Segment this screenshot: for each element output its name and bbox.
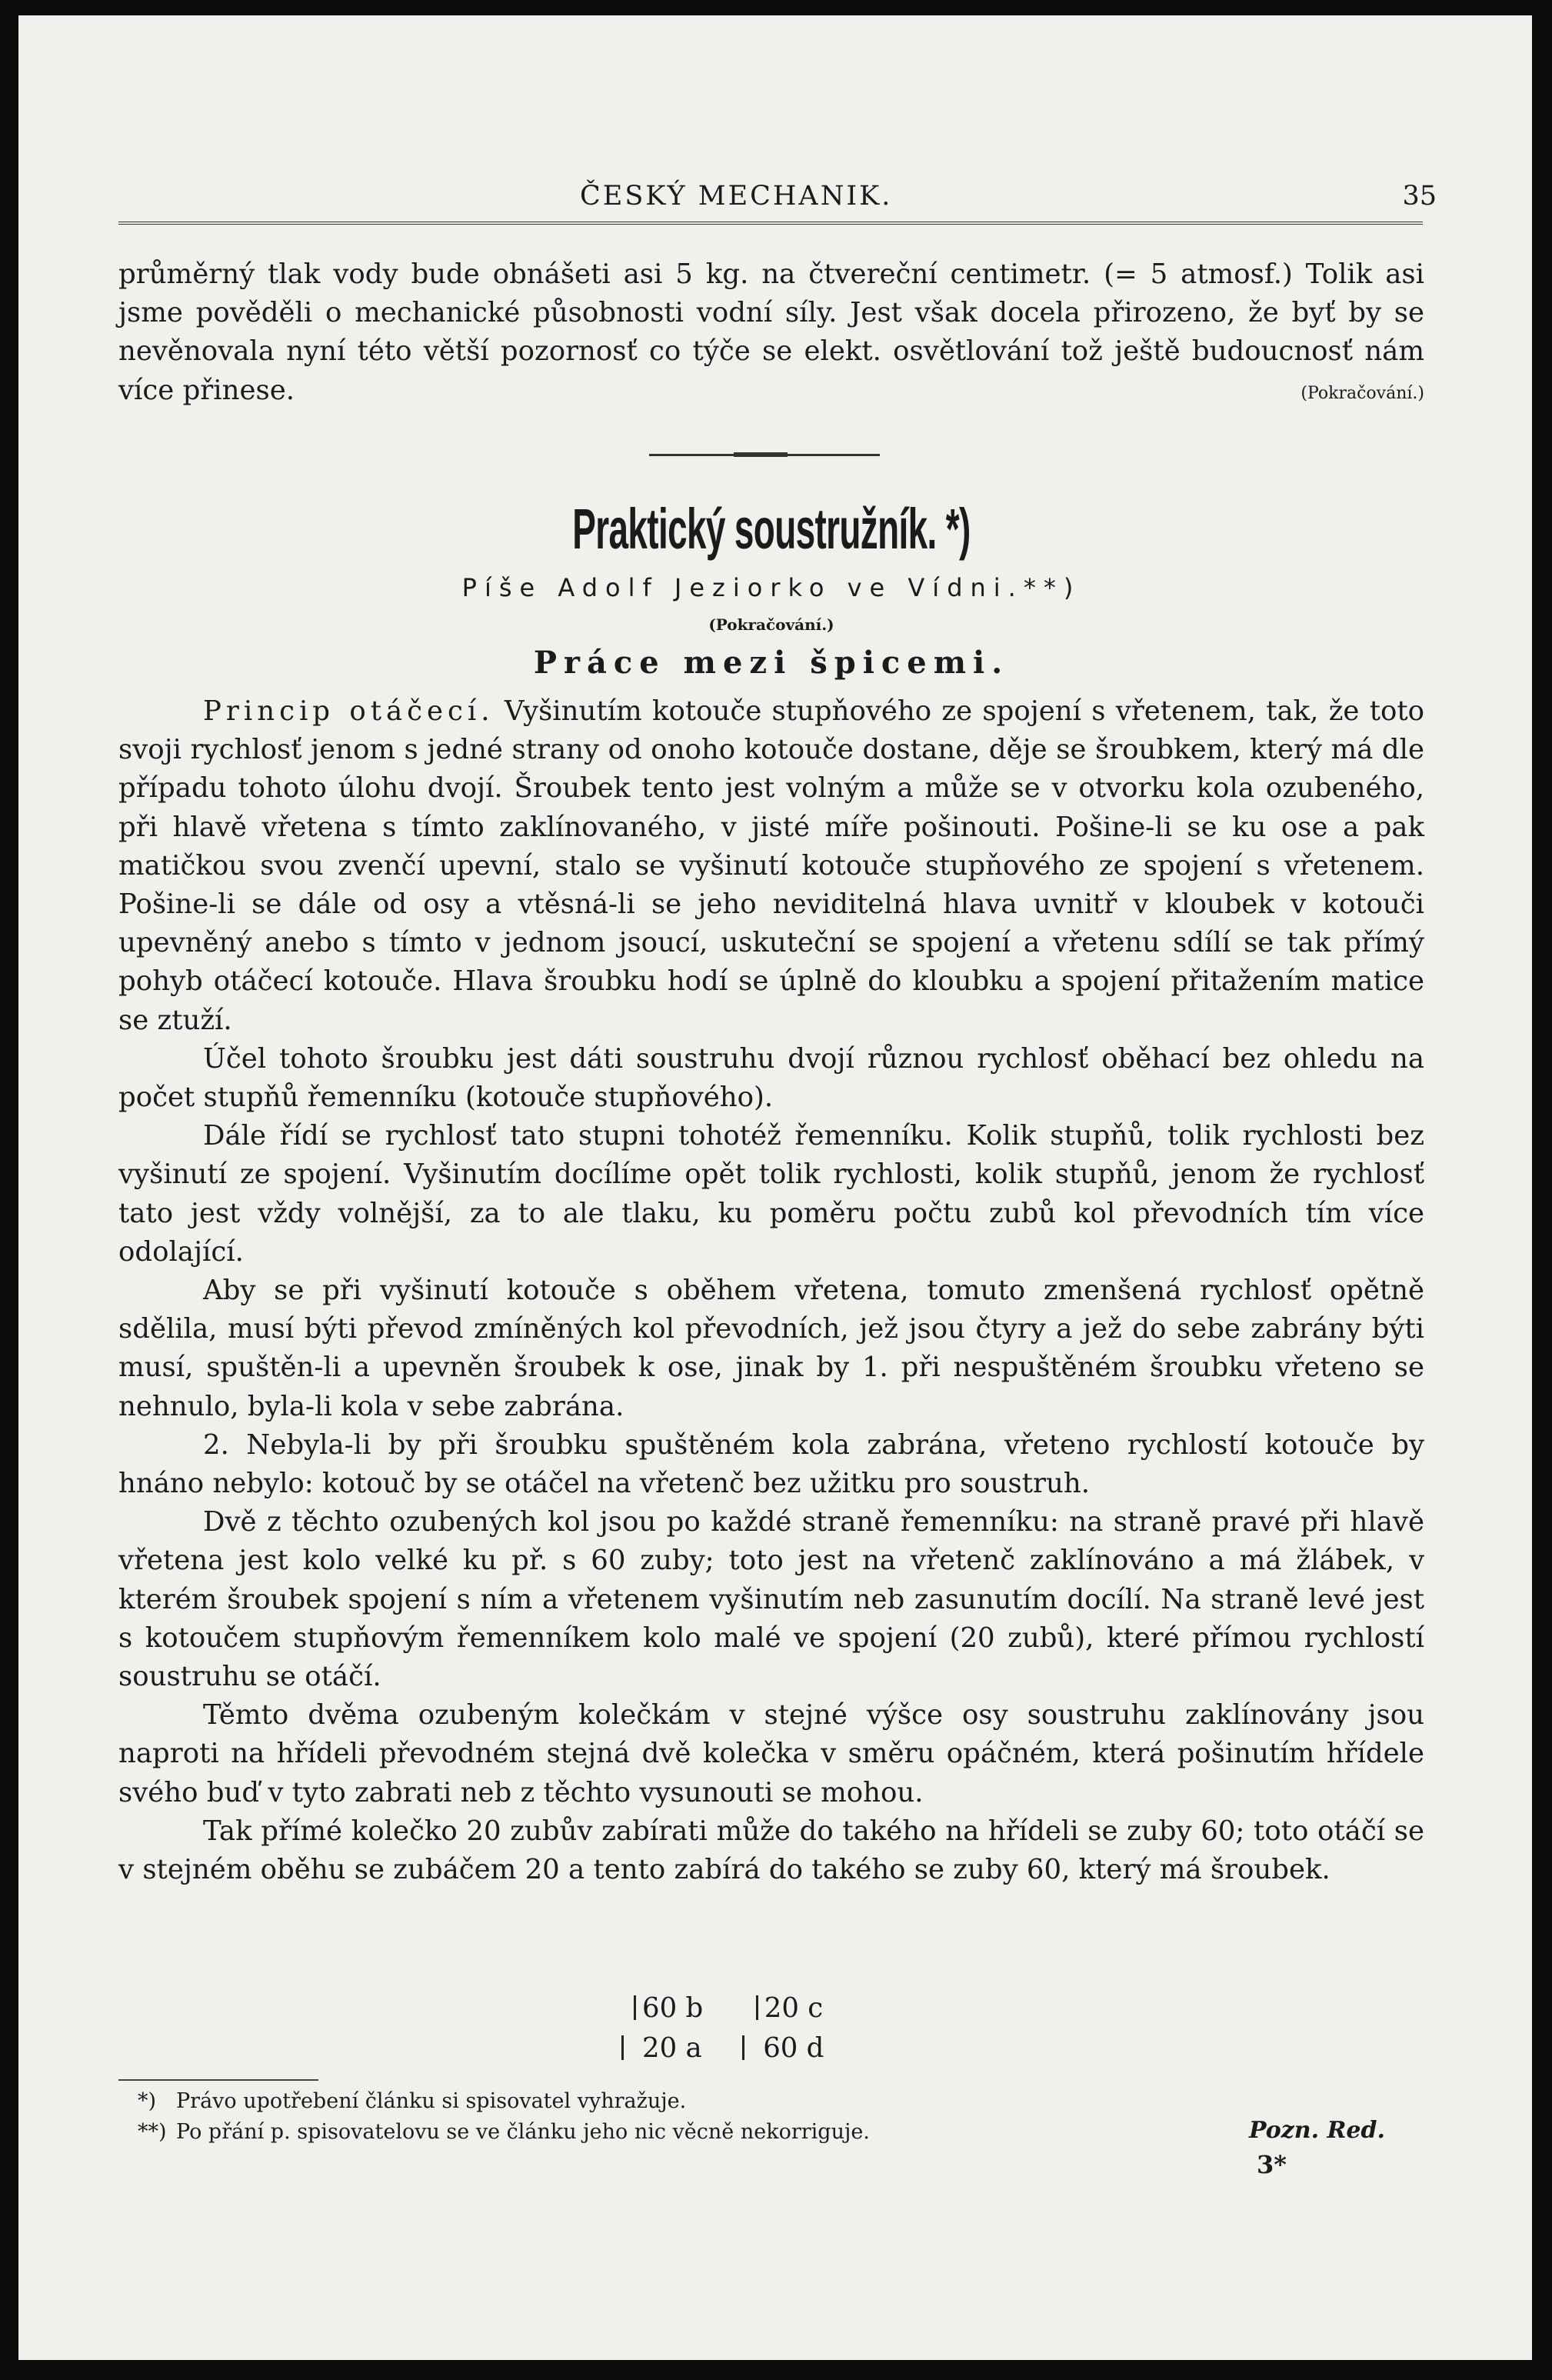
formula-term: 60 d [763,2032,824,2064]
article-title: Praktický soustružník. *) [572,497,971,561]
article-author: Píše Adolf Jeziorko ve Vídni.**) [461,573,1081,602]
paragraph-text: Vyšinutím kotouče stupňového ze spojení s vřetenem, tak, že toto svoji rychlosť jenom s jedné strany od onoho kotouče dostane, děje se šroubkem, který má dle případu tohoto úlohu dvojí. Šroubek tento jest volným a může se v otvorku kola ozubeného, při hlavě vřetena s tímto zaklínovaného, v jisté míře pošinouti. Pošine-li se ku ose a pak matičkou svou zvenčí upevní, stalo se vyšinutí kotouče stupňového ze spojení s vřetenem. Pošine-li se dále od osy a vtěsná-li se jeho neviditelná hlava uvnitř v kloubek v kotouči upevněný anebo s tímto v jednom jsoucí, uskuteční se spojení a vřetenu sdílí se tak přímý pohyb otáčecí kotouče. Hlava šroubku hodí se úplně do kloubku a spojení přitažením matice se ztuží. [118,695,1424,1036]
paragraph: Dále řídí se rychlosť tato stupni tohotéž řemenníku. Kolik stupňů, tolik rychlosti bez vyšinutí ze spojení. Vyšinutím docílíme opět tolik rychlosti, kolik stupňů, jenom že rychlosť tato jest vždy volnější, za to ale tlaku, ku poměru počtu zubů kol převodních tím více odolající. [118,1120,1424,1268]
article-continued: (Pokračování.) [708,615,834,634]
header-rule [118,222,1423,225]
paragraph: Účel tohoto šroubku jest dáti soustruhu dvojí různou rychlosť oběhací bez ohledu na počet stupňů řemenníku (kotouče stupňového). [118,1042,1424,1114]
footnote-text: Právo upotřebení článku si spisovatel vyhražuje. [176,2089,687,2113]
gear-formula [621,1988,824,2068]
paragraph: Aby se při vyšinutí kotouče s oběhem vřetena, tomuto zmenšená rychlosť opětně sdělila, musí býti převod zmíněných kol převodních, jež jsou čtyry a jež do sebe zabrány býti musí, spuštěn-li a upevněn šroubek k ose, jinak by 1. při nespuštěném šroubku vřeteno se nehnulo, byla-li kola v sebe zabrána. [118,1275,1424,1422]
section-heading: Práce mezi špicemi. [533,645,1010,681]
formula-term: 60 b [642,1992,704,2024]
footnote [138,2117,1407,2148]
footnote-text: Po přání p. spisovatelovu se ve článku jeho nic věcně nekorriguje. [176,2120,870,2144]
signature-mark: 3* [1257,2150,1287,2179]
paragraph: Těmto dvěma ozubeným kolečkám v stejné výšce osy soustruhu zaklínovány jsou naproti na hřídeli převodném stejná dvě kolečka v směru opáčném, která pošinutím hřídele svého buď v tyto zabrati neb z těchto vysunouti se mohou. [118,1699,1424,1808]
paragraph: Tak přímé kolečko 20 zubův zabírati může do takého na hřídeli se zuby 60; toto otáčí se v stejném oběhu se zubáčem 20 a tento zabírá do takého se zuby 60, který má šroubek. [118,1815,1424,1886]
section-divider-ornament [734,452,788,457]
intro-continued: (Pokračování.) [1301,383,1424,403]
paragraph: 2. Nebyla-li by při šroubku spuštěném kola zabrána, vřeteno rychlostí kotouče by hnáno nebylo: kotouč by se otáčel na vřetenč bez užitku pro soustruh. [118,1428,1424,1500]
page [18,15,1532,2360]
footnotes [138,2086,1407,2148]
editor-note: Pozn. Red. [1249,2117,1385,2144]
intro-paragraph [118,255,1424,413]
journal-title: ČESKÝ MECHANIK. [580,181,893,212]
bracket-icon [621,2035,636,2060]
bracket-icon [621,1995,636,2020]
article-body [118,692,1424,1889]
footnote-mark: **) [138,2120,167,2144]
footnote-mark: *) [138,2089,157,2113]
formula-term: 20 a [642,2032,702,2064]
paragraph-lead: Princip otáčecí. [203,695,495,727]
footnote-rule [118,2079,318,2081]
formula-row [621,1988,824,2028]
intro-text: průměrný tlak vody bude obnášeti asi 5 kg. na čtvereční centimetr. (= 5 atmosf.) Tolik asi jsme pověděli o mechanické působnosti vodní síly. Jest však docela přirozeno, že byť by se nevěnovala nyní této větší pozornosť co týče se elekt. osvětlování tož ještě budoucnosť nám více přinese. [118,258,1424,406]
bracket-icon [742,2035,757,2060]
paragraph [118,692,1424,1040]
formula-row [621,2028,824,2068]
paragraph: Dvě z těchto ozubených kol jsou po každé straně řemenníku: na straně pravé při hlavě vřetena jest kolo velké ku př. s 60 zuby; toto jest na vřetenč zaklínováno a má žlábek, v kterém šroubek spojení s ním a vřetenem vyšinutím neb zasunutím docílí. Na straně levé jest s kotoučem stupňovým řemenníkem kolo malé ve spojení (20 zubů), které přímou rychlostí soustruhu se otáčí. [118,1506,1424,1693]
formula-term: 20 c [764,1992,824,2024]
page-number: 35 [1402,181,1437,212]
footnote [138,2086,1407,2117]
bracket-icon [744,1995,758,2020]
